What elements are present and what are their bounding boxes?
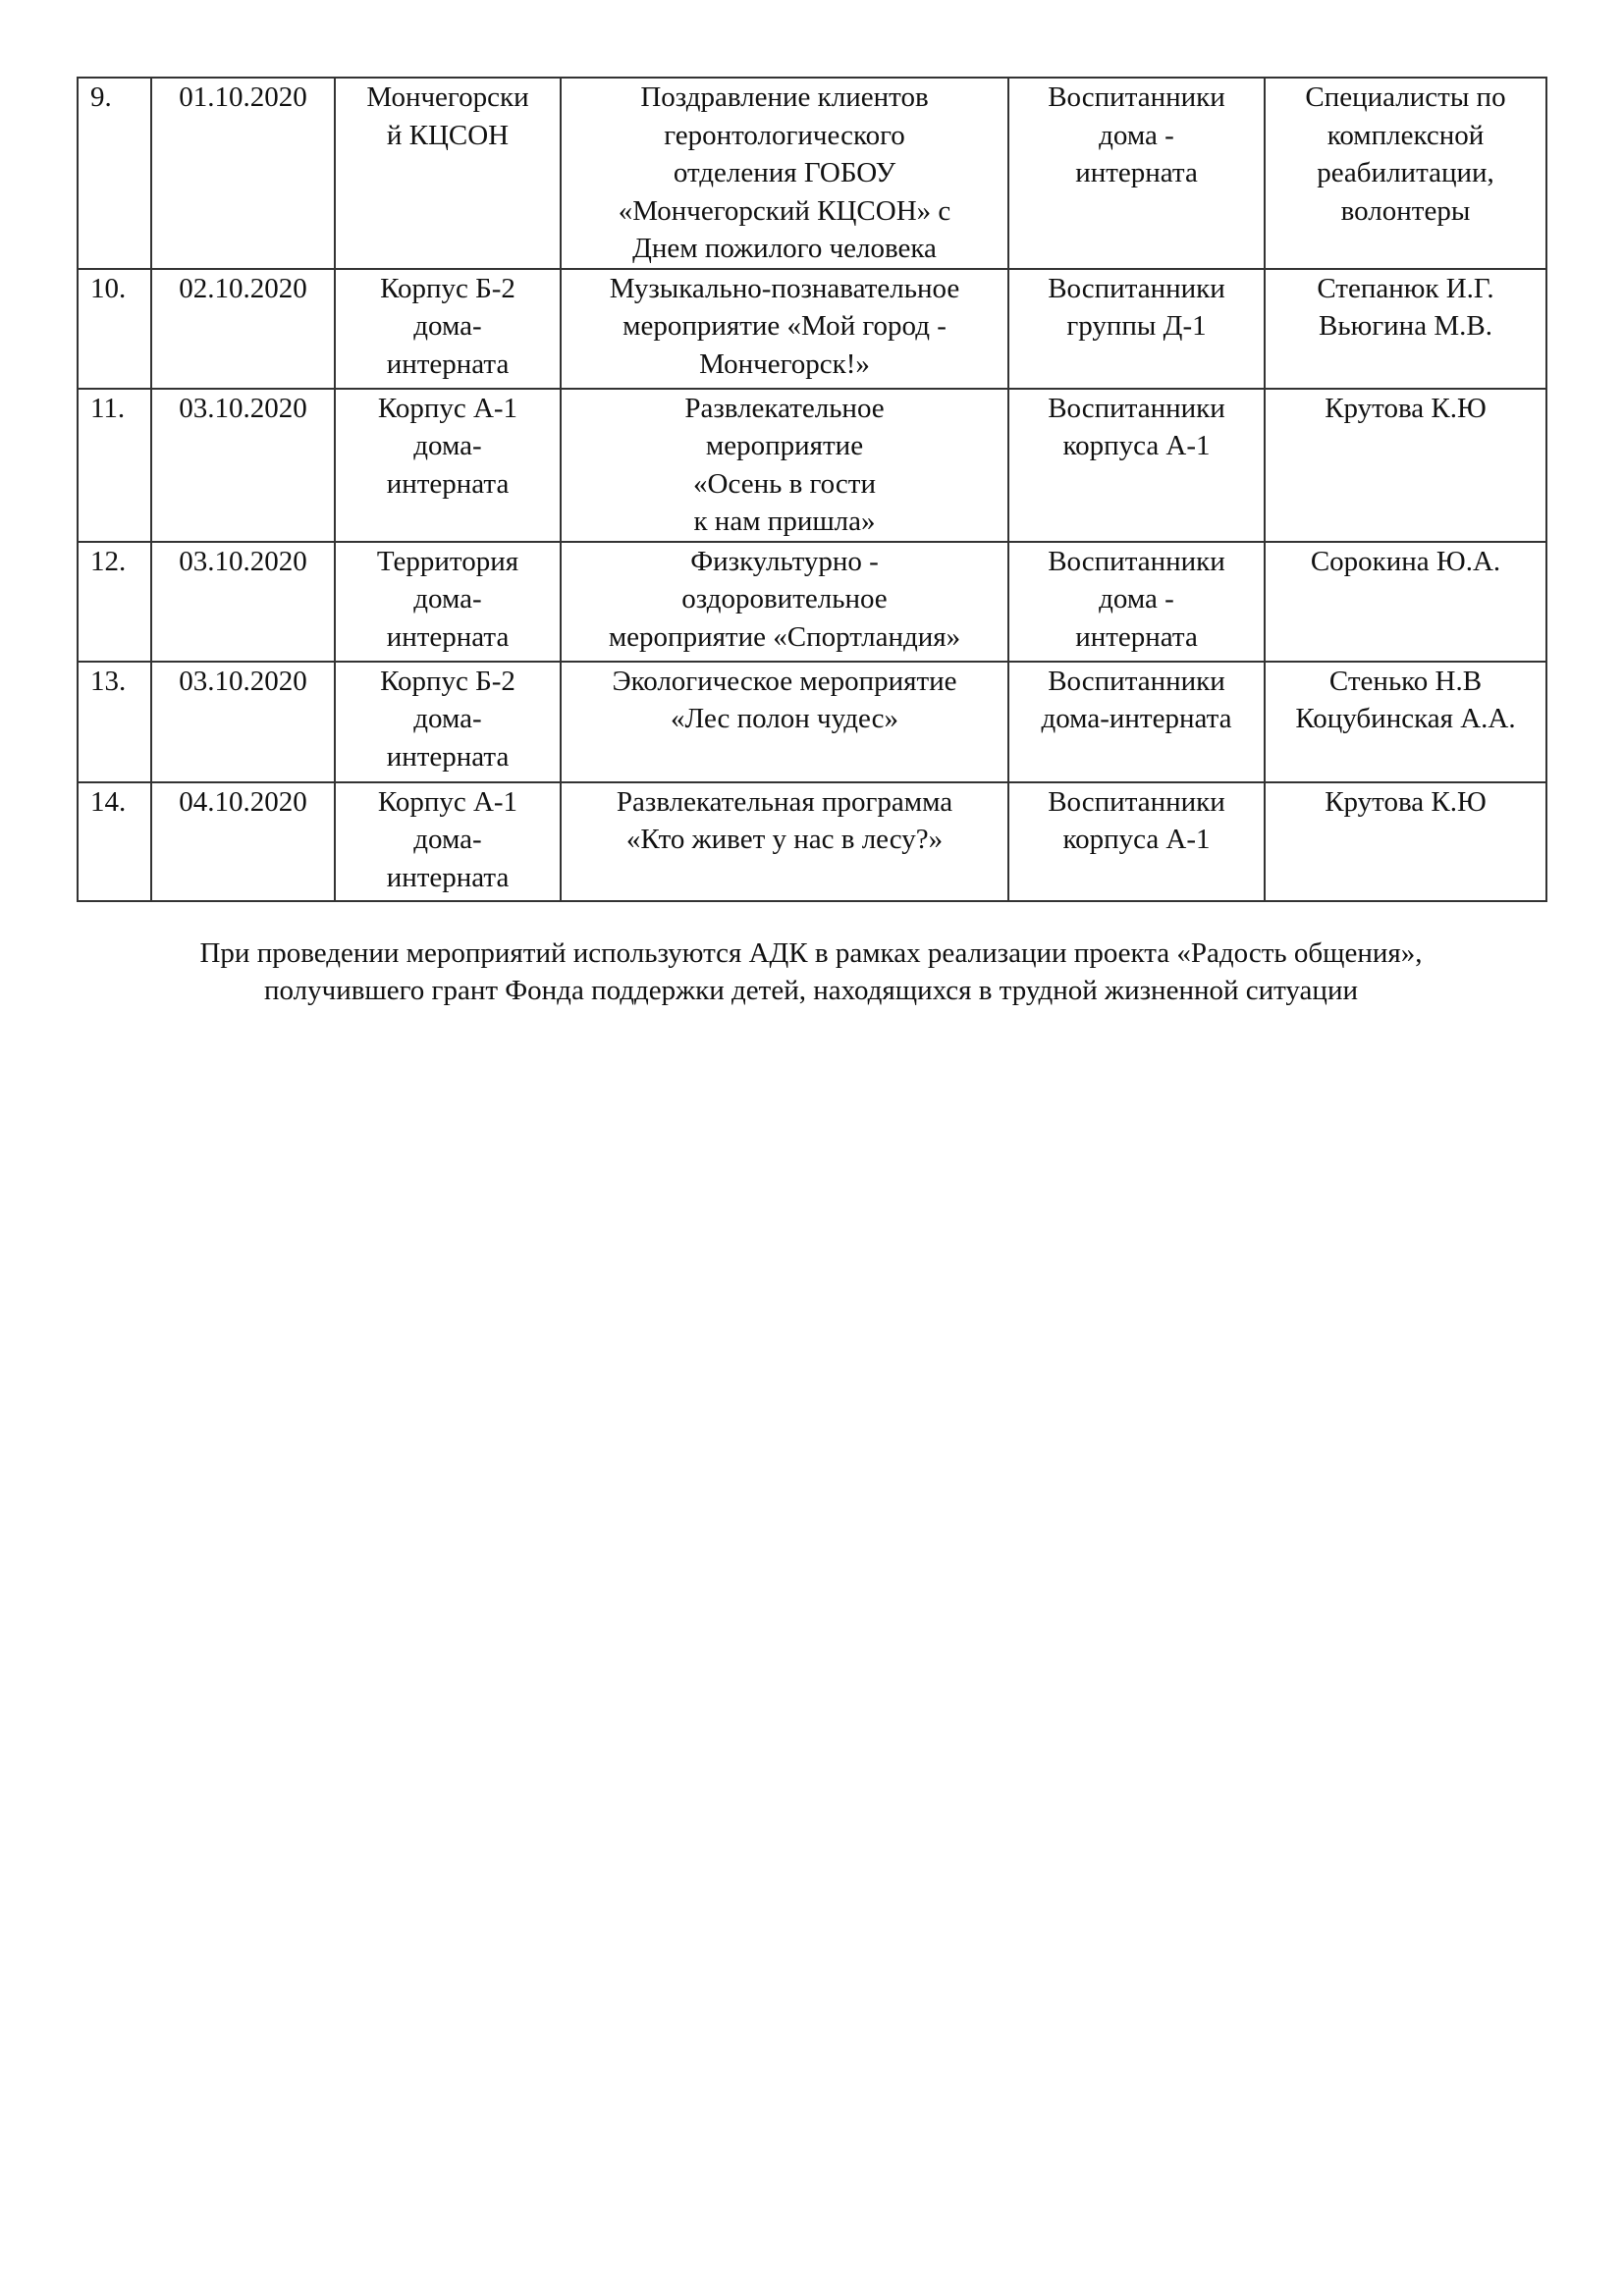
row-number: 11. bbox=[78, 389, 151, 542]
event-date: 01.10.2020 bbox=[151, 78, 335, 269]
event-title: Развлекательное мероприятие «Осень в гости к нам пришла» bbox=[561, 389, 1008, 542]
table-row bbox=[78, 269, 1546, 389]
row-number: 14. bbox=[78, 782, 151, 901]
event-date: 03.10.2020 bbox=[151, 389, 335, 542]
event-place: Корпус Б-2 дома- интерната bbox=[335, 269, 561, 389]
event-place: Мончегорски й КЦСОН bbox=[335, 78, 561, 269]
event-responsible: Специалисты по комплексной реабилитации, волонтеры bbox=[1265, 78, 1546, 269]
event-responsible: Степанюк И.Г. Вьюгина М.В. bbox=[1265, 269, 1546, 389]
table-row bbox=[78, 662, 1546, 782]
row-number: 9. bbox=[78, 78, 151, 269]
event-title: Развлекательная программа «Кто живет у нас в лесу?» bbox=[561, 782, 1008, 901]
event-participants: Воспитанники дома - интерната bbox=[1008, 542, 1265, 662]
event-place: Корпус А-1 дома- интерната bbox=[335, 782, 561, 901]
event-date: 03.10.2020 bbox=[151, 662, 335, 782]
event-participants: Воспитанники дома - интерната bbox=[1008, 78, 1265, 269]
event-place: Корпус Б-2 дома- интерната bbox=[335, 662, 561, 782]
event-date: 04.10.2020 bbox=[151, 782, 335, 901]
event-participants: Воспитанники корпуса А-1 bbox=[1008, 782, 1265, 901]
table-row bbox=[78, 542, 1546, 662]
event-title: Поздравление клиентов геронтологического отделения ГОБОУ «Мончегорский КЦСОН» с Днем пожилого человека bbox=[561, 78, 1008, 269]
event-participants: Воспитанники дома-интерната bbox=[1008, 662, 1265, 782]
event-responsible: Крутова К.Ю bbox=[1265, 389, 1546, 542]
event-participants: Воспитанники группы Д-1 bbox=[1008, 269, 1265, 389]
row-number: 12. bbox=[78, 542, 151, 662]
table-row bbox=[78, 782, 1546, 901]
event-place: Корпус А-1 дома- интерната bbox=[335, 389, 561, 542]
table-row bbox=[78, 78, 1546, 269]
event-responsible: Крутова К.Ю bbox=[1265, 782, 1546, 901]
row-number: 10. bbox=[78, 269, 151, 389]
row-number: 13. bbox=[78, 662, 151, 782]
event-title: Экологическое мероприятие «Лес полон чудес» bbox=[561, 662, 1008, 782]
table-row bbox=[78, 389, 1546, 542]
event-participants: Воспитанники корпуса А-1 bbox=[1008, 389, 1265, 542]
events-table bbox=[77, 77, 1547, 902]
event-date: 03.10.2020 bbox=[151, 542, 335, 662]
event-title: Музыкально-познавательное мероприятие «Мой город - Мончегорск!» bbox=[561, 269, 1008, 389]
event-place: Территория дома- интерната bbox=[335, 542, 561, 662]
event-date: 02.10.2020 bbox=[151, 269, 335, 389]
event-title: Физкультурно - оздоровительное мероприятие «Спортландия» bbox=[561, 542, 1008, 662]
event-responsible: Стенько Н.В Коцубинская А.А. bbox=[1265, 662, 1546, 782]
event-responsible: Сорокина Ю.А. bbox=[1265, 542, 1546, 662]
footnote: При проведении мероприятий используются АДК в рамках реализации проекта «Радость общения», получившего грант Фонда поддержки детей, находящихся в трудной жизненной ситуации bbox=[199, 937, 1423, 1006]
